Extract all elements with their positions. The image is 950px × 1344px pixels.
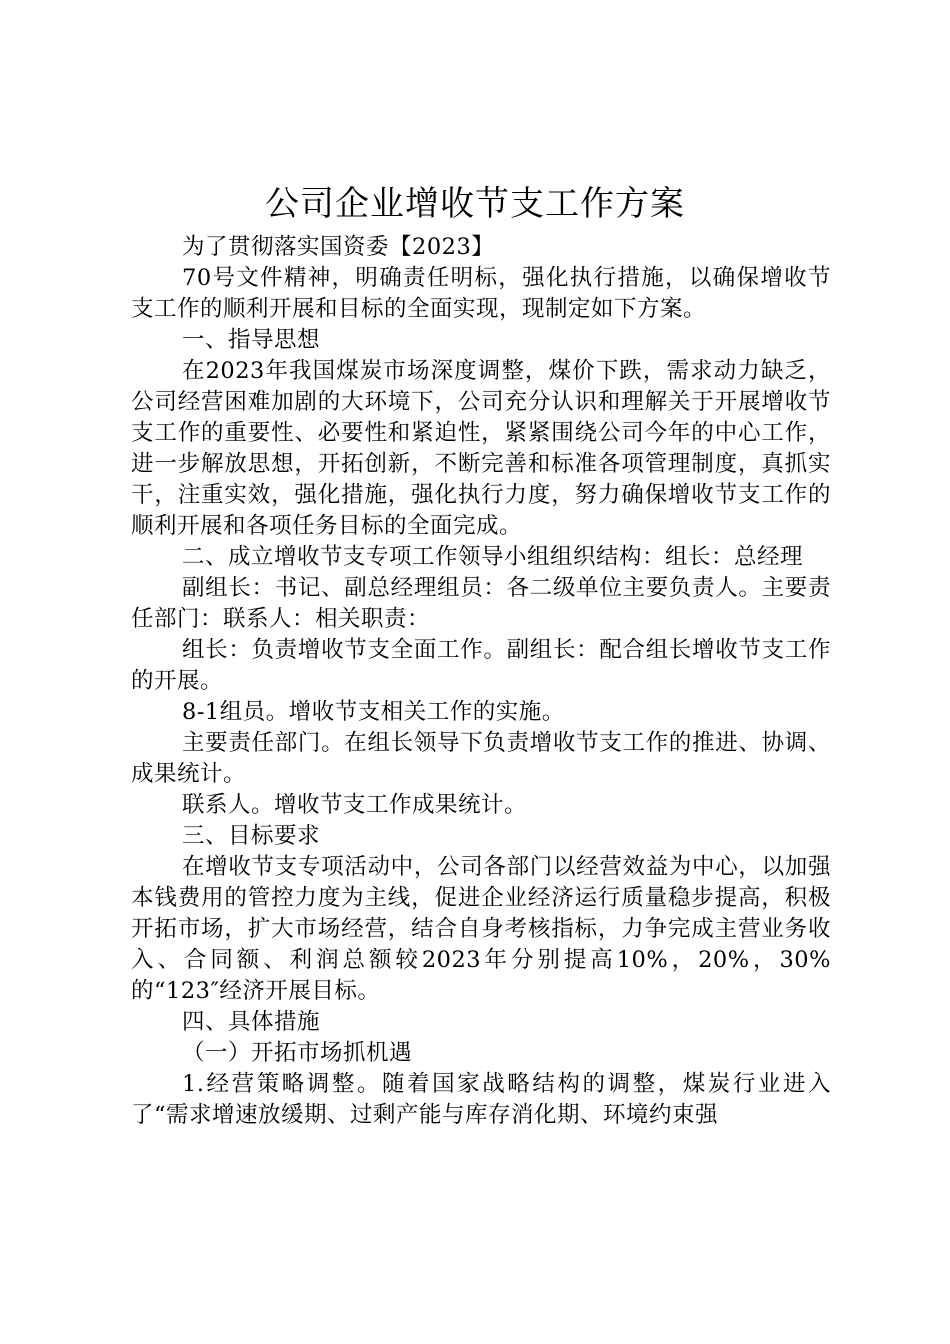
document-body xyxy=(131,232,831,1131)
paragraph: 联系人。增收节支工作成果统计。 xyxy=(182,792,528,818)
paragraph: 组长：负责增收节支全面工作。副组长：配合组长增收节支工作的开展。 xyxy=(131,637,831,694)
paragraph: 副组长：书记、副总经理组员：各二级单位主要负责人。主要责任部门：联系人：相关职责： xyxy=(131,575,831,632)
paragraph: 主要责任部门。在组长领导下负责增收节支工作的推进、协调、成果统计。 xyxy=(131,730,831,787)
document-title: 公司企业增收节支工作方案 xyxy=(265,184,685,224)
paragraph: 在2023年我国煤炭市场深度调整，煤价下跌，需求动力缺乏，公司经营困难加剧的大环境下，公司充分认识和理解关于开展增收节支工作的重要性、必要性和紧迫性，紧紧围绕公司今年的中心工作，进一步解放思想，开拓创新，不断完善和标准各项管理制度，真抓实干，注重实效，强化措施，强化执行力度，努力确保增收节支工作的顺利开展和各项任务目标的全面完成。 xyxy=(131,358,831,539)
paragraph: 1.经营策略调整。随着国家战略结构的调整，煤炭行业进入了“需求增速放缓期、过剩产能与库存消化期、环境约束强 xyxy=(131,1071,831,1128)
section-heading: 三、目标要求 xyxy=(182,823,321,849)
paragraph: 在增收节支专项活动中，公司各部门以经营效益为中心，以加强本钱费用的管控力度为主线，促进企业经济运行质量稳步提高，积极开拓市场，扩大市场经营，结合自身考核指标，力争完成主营业务收入、合同额、利润总额较2023年分别提高10%，20%，30%的“123″经济开展目标。 xyxy=(131,854,831,1004)
paragraph: 70号文件精神，明确责任明标，强化执行措施，以确保增收节支工作的顺利开展和目标的全面实现，现制定如下方案。 xyxy=(131,265,831,322)
section-heading: 四、具体措施 xyxy=(182,1009,321,1035)
subsection-heading: （一）开拓市场抓机遇 xyxy=(182,1040,413,1066)
section-heading: 二、成立增收节支专项工作领导小组组织结构：组长：总经理 xyxy=(182,544,804,570)
paragraph: 为了贯彻落实国资委【2023】 xyxy=(182,234,495,260)
paragraph: 8-1组员。增收节支相关工作的实施。 xyxy=(182,699,565,725)
section-heading: 一、指导思想 xyxy=(182,327,321,353)
